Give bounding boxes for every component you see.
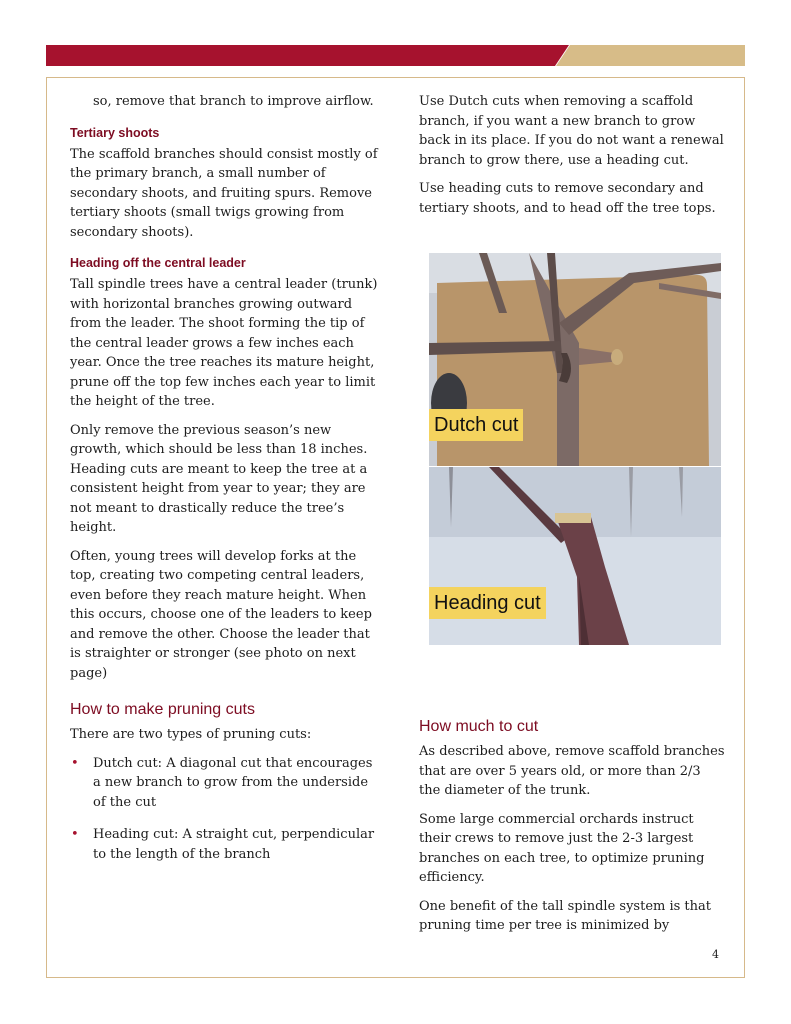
- heading-cut-photo: [429, 467, 721, 645]
- dutch-cut-photo: [429, 253, 721, 466]
- header-band-red: [46, 45, 569, 66]
- how-much-to-cut-heading: How much to cut: [419, 718, 539, 735]
- list-item: [70, 825, 378, 864]
- how-much-paragraph-1: As described above, remove scaffold branches that are over 5 years old, or more than 2/3 the diameter of the trunk.: [419, 744, 725, 798]
- tertiary-shoots-heading: Tertiary shoots: [70, 125, 160, 140]
- how-to-intro: There are two types of pruning cuts:: [70, 727, 312, 742]
- header-band-gold: [556, 45, 745, 66]
- dutch-cut-label: Dutch cut: [429, 409, 523, 441]
- list-item: [70, 754, 378, 813]
- bullet-icon: •: [71, 827, 79, 842]
- heading-cut-label: Heading cut: [429, 587, 546, 619]
- heading-off-heading: Heading off the central leader: [70, 256, 246, 270]
- heading-cut-usage-text: Use heading cuts to remove secondary and tertiary shoots, and to head off the tree tops.: [419, 181, 716, 216]
- dutch-cut-usage-text: Use Dutch cuts when removing a scaffold branch, if you want a new branch to grow back in its place. If you do not want a renewal branch to grow there, use a heading cut.: [419, 94, 724, 168]
- heading-off-paragraph-2: Only remove the previous season’s new growth, which should be less than 18 inches. Heading cuts are meant to keep the tree at a consistent height from year to year; they are not meant to drastically reduce the tree’s height.: [70, 422, 368, 535]
- page-number: 4: [712, 948, 719, 961]
- right-column-bottom: [419, 700, 725, 945]
- how-to-make-cuts-heading: How to make pruning cuts: [70, 701, 255, 718]
- left-column: [70, 92, 378, 877]
- tertiary-shoots-text: The scaffold branches should consist mostly of the primary branch, a small number of secondary shoots, and fruiting spurs. Remove tertiary shoots (small twigs growing from secondary shoots).: [70, 146, 378, 240]
- how-much-paragraph-2: Some large commercial orchards instruct their crews to remove just the 2-3 largest branches on each tree, to optimize pruning efficiency.: [419, 811, 705, 885]
- list-item-text: Heading cut: A straight cut, perpendicular to the length of the branch: [93, 827, 375, 862]
- right-column-top: [419, 92, 725, 227]
- list-item-text: Dutch cut: A diagonal cut that encourages a new branch to grow from the underside of the cut: [93, 755, 373, 810]
- continuation-text: so, remove that branch to improve airflow.: [93, 94, 374, 109]
- bullet-icon: •: [71, 755, 79, 771]
- cut-types-list: [70, 754, 378, 865]
- how-much-paragraph-3: One benefit of the tall spindle system is that pruning time per tree is minimized by: [419, 898, 712, 933]
- heading-off-paragraph-1: Tall spindle trees have a central leader (trunk) with horizontal branches growing outward from the leader. The shoot forming the tip of the central leader grows a few inches each year. Once the tree reaches its mature height, prune off the top few inches each year to limit the height of the tree.: [70, 277, 378, 409]
- heading-off-paragraph-3: Often, young trees will develop forks at the top, creating two competing central leaders, even before they reach mature height. When this occurs, choose one of the leaders to keep and remove the other. Choose the leader that is straighter or stronger (see photo on next page): [70, 548, 372, 681]
